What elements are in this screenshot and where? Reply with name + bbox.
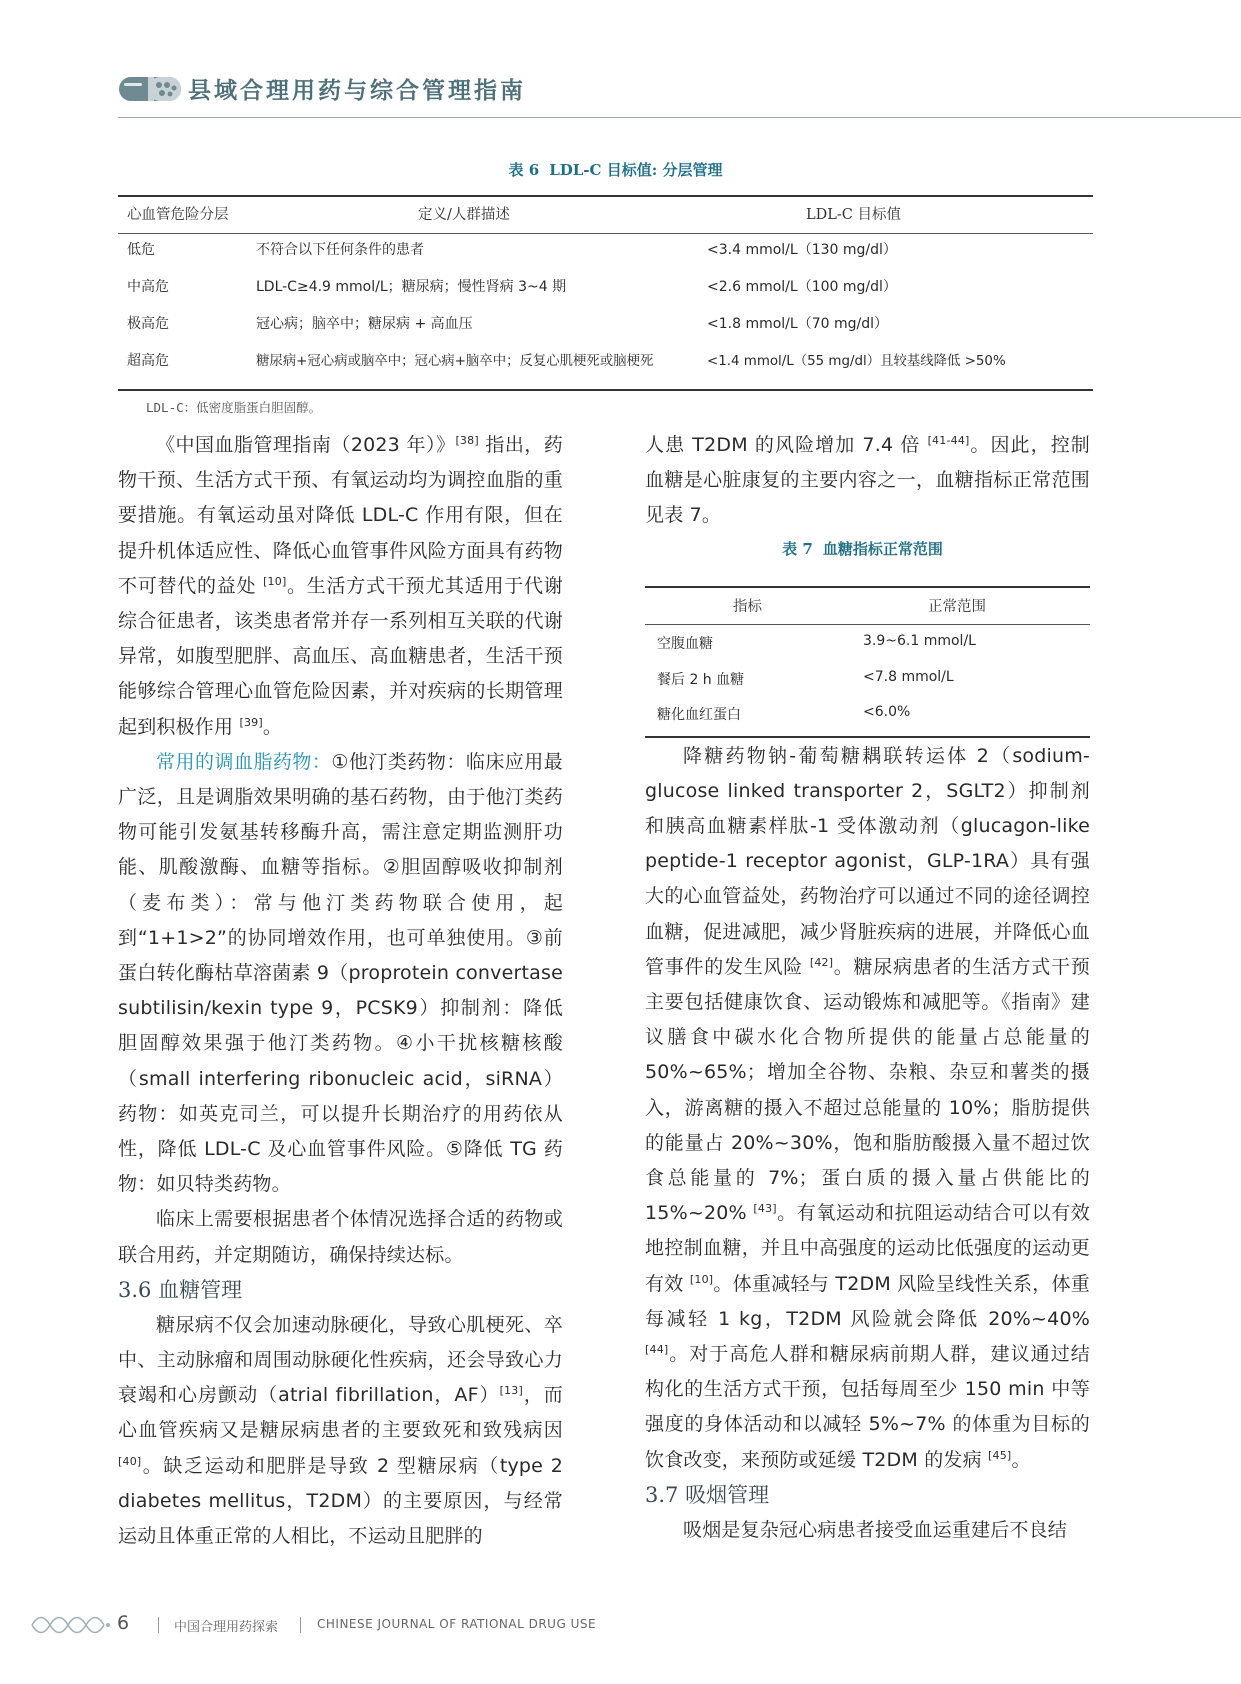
table7-header-rule — [645, 624, 1090, 625]
text-span: 。因此，控制血糖是心脏康复的主要内容之一，血糖指标正常范围见表 7。 — [645, 434, 1090, 527]
citation[interactable]: [40] — [118, 1454, 142, 1468]
left-column — [118, 428, 563, 1554]
text-span: 。对于高危人群和糖尿病前期人群，建议通过结构化的生活方式干预，包括每周至少 150 min 中等强度的身体活动和以减轻 5%~7% 的体重为目标的饮食改变，来预防或延缓 T2DM 的发病 — [645, 1343, 1090, 1471]
table6-row3-definition: 冠心病；脑卒中；糖尿病 + 高血压 — [256, 316, 473, 332]
text-span: 人患 T2DM 的风险增加 7.4 倍 — [645, 434, 928, 456]
table6-row2-target: <2.6 mmol/L（100 mg/dl） — [707, 279, 897, 295]
table7-bottom-rule — [645, 736, 1090, 738]
text-span: ，而心血管疾病又是糖尿病患者的主要致死和致残病因 — [118, 1384, 563, 1442]
table7-row3-indicator: 糖化血红蛋白 — [657, 706, 741, 723]
table7-row2-range: <7.8 mmol/L — [863, 668, 954, 685]
table7-top-rule — [645, 586, 1090, 588]
table6-footnote: LDL-C：低密度脂蛋白胆固醇。 — [146, 400, 322, 415]
table6-row2-definition: LDL-C≥4.9 mmol/L；糖尿病；慢性肾病 3~4 期 — [256, 279, 567, 295]
footer-separator — [300, 1617, 301, 1633]
journal-name-cn: 中国合理用药探索 — [174, 1620, 279, 1635]
citation[interactable]: [41-44] — [927, 434, 970, 447]
text-span: 。 — [1011, 1448, 1031, 1471]
left-paragraph-2 — [118, 745, 563, 1203]
text-span: 。缺乏运动和肥胖是导致 2 型糖尿病（type 2 diabetes mellitus，T2DM）的主要原因，与经常运动且体重正常的人相比，不运动且肥胖的 — [118, 1454, 563, 1548]
text-span: ①他汀类药物：临床应用最广泛，且是调脂效果明确的基石药物，由于他汀类药物可能引发氨基转移酶升高，需注意定期监测肝功能、肌酸激酶、血糖等指标。②胆固醇吸收抑制剂（麦布类）：常与他汀类药物联合使用，起到“1+1>2”的协同增效作用，也可单独使用。③前蛋白转化酶枯草溶菌素 9（proprotein convertase subtilisin/kexin type 9，PCSK9）抑制剂：降低胆固醇效果强于他汀类药物。④小干扰核糖核酸（small interfering ribonucleic acid，siRNA）药物：如英克司兰，可以提升长期治疗的用药依从性，降低 LDL-C 及心血管事件风险。⑤降低 TG 药物：如贝特类药物。 — [118, 750, 563, 1196]
table7-caption-number: 表 7 — [782, 539, 813, 558]
table7-row1-indicator: 空腹血糖 — [657, 635, 713, 652]
table7-header-range: 正常范围 — [928, 598, 986, 615]
table6-caption-number: 表 6 — [508, 161, 540, 179]
dna-wave-icon — [30, 1614, 112, 1636]
running-header-title: 县域合理用药与综合管理指南 — [188, 77, 526, 104]
paragraph-lead-heading: 常用的调血脂药物： — [156, 750, 332, 773]
section-heading-3-7: 3.7 吸烟管理 — [645, 1482, 770, 1507]
table7-row2-indicator: 餐后 2 h 血糖 — [657, 671, 745, 688]
table6-row1-definition: 不符合以下任何条件的患者 — [256, 242, 424, 258]
citation[interactable]: [39] — [239, 715, 263, 729]
table6-bottom-rule — [118, 389, 1093, 391]
text-span: 。体重减轻与 T2DM 风险呈线性关系，体重每减轻 1 kg，T2DM 风险就会降低 20%~40% — [645, 1272, 1091, 1330]
table6-header-rule — [118, 233, 1093, 234]
citation[interactable]: [45] — [988, 1448, 1012, 1462]
table6-row4-risk: 超高危 — [127, 353, 169, 369]
table6-row4-definition: 糖尿病+冠心病或脑卒中；冠心病+脑卒中；反复心肌梗死或脑梗死 — [256, 354, 654, 369]
footer-separator — [158, 1617, 159, 1633]
table6-row1-risk: 低危 — [127, 242, 155, 258]
table6-row2-risk: 中高危 — [127, 279, 169, 295]
citation[interactable]: [44] — [645, 1343, 669, 1357]
text-span: 糖尿病不仅会加速动脉硬化，导致心肌梗死、卒中、主动脉瘤和周围动脉硬化性疾病，还会导致心力衰竭和心房颤动（atrial fibrillation，AF） — [118, 1313, 563, 1407]
table7 — [645, 534, 1090, 739]
left-paragraph-3: 临床上需要根据患者个体情况选择合适的药物或联合用药，并定期随访，确保持续达标。 — [118, 1208, 563, 1266]
citation[interactable]: [10] — [689, 1272, 714, 1286]
right-paragraph-3: 吸烟是复杂冠心病患者接受血运重建后不良结 — [683, 1518, 1068, 1541]
pill-logo-icon — [118, 74, 182, 104]
text-span: 降糖药物钠-葡萄糖耦联转运体 2（sodium-glucose linked transporter 2，SGLT2）抑制剂和胰高血糖素样肽-1 受体激动剂（glucagon-like peptide-1 receptor agonist，GLP-1RA）具有强大的心血管益处，药物治疗可以通过不同的途径调控血糖，促进减肥，减少肾脏疾病的进展，并降低心血管事件的发生风险 — [645, 744, 1090, 978]
table6-caption-text: LDL-C 目标值: 分层管理 — [549, 161, 723, 179]
text-span: 《中国血脂管理指南（2023 年）》 — [156, 434, 456, 456]
table7-caption-text: 血糖指标正常范围 — [822, 539, 943, 558]
table7-row1-range: 3.9~6.1 mmol/L — [863, 632, 976, 649]
table6-caption — [0, 159, 1241, 180]
table6-top-rule — [118, 195, 1093, 197]
journal-name-en: CHINESE JOURNAL OF RATIONAL DRUG USE — [317, 1617, 597, 1631]
citation[interactable]: [43] — [753, 1202, 777, 1216]
page-number: 6 — [117, 1612, 130, 1634]
citation[interactable]: [38] — [455, 434, 479, 447]
table6-row3-risk: 极高危 — [127, 316, 169, 332]
table6-header-target: LDL-C 目标值 — [806, 207, 901, 223]
table6-header-risk: 心血管危险分层 — [127, 207, 229, 223]
citation[interactable]: [13] — [499, 1384, 523, 1398]
left-paragraph-1 — [118, 428, 563, 745]
text-span: 。糖尿病患者的生活方式干预主要包括健康饮食、运动锻炼和减肥等。《指南》建议膳食中碳水化合物所提供的能量占总能量的 50%~65%；增加全谷物、杂粮、杂豆和薯类的摄入，游离糖的摄入不超过总能量的 10%；脂肪提供的能量占 20%~30%，饱和脂肪酸摄入量不超过饮食总能量的 7%；蛋白质的摄入量占供能比的 15%~20% — [645, 955, 1091, 1225]
header-divider — [118, 117, 1241, 118]
right-paragraph-1 — [645, 428, 1090, 534]
text-span: 。有氧运动和抗阻运动结合可以有效地控制血糖，并且中高强度的运动比低强度的运动更有效 — [645, 1202, 1090, 1295]
text-span: 。 — [262, 715, 283, 738]
table7-caption — [645, 538, 1090, 559]
left-paragraph-4 — [118, 1308, 563, 1554]
citation[interactable]: [10] — [263, 574, 287, 588]
table6-header-definition: 定义/人群描述 — [418, 207, 510, 223]
text-span: 指出，药物干预、生活方式干预、有氧运动均为调控血脂的重要措施。有氧运动虽对降低 LDL-C 作用有限，但在提升机体适应性、降低心血管事件风险方面具有药物不可替代的益处 — [118, 434, 563, 597]
right-column — [645, 428, 1090, 1548]
citation[interactable]: [42] — [809, 955, 834, 969]
table7-row3-range: <6.0% — [863, 703, 911, 720]
section-heading-3-6: 3.6 血糖管理 — [118, 1277, 243, 1302]
table7-header-indicator: 指标 — [733, 598, 762, 615]
table6-row1-target: <3.4 mmol/L（130 mg/dl） — [707, 242, 897, 258]
right-paragraph-2 — [645, 739, 1090, 1478]
table6-row3-target: <1.8 mmol/L（70 mg/dl） — [707, 316, 888, 332]
text-span: 。生活方式干预尤其适用于代谢综合征患者，该类患者常并存一系列相互关联的代谢异常，如腹型肥胖、高血压、高血糖患者，生活干预能够综合管理心血管危险因素，并对疾病的长期管理起到积极作用 — [118, 574, 563, 738]
table6-row4-target: <1.4 mmol/L（55 mg/dl）且较基线降低 >50% — [707, 354, 1006, 369]
